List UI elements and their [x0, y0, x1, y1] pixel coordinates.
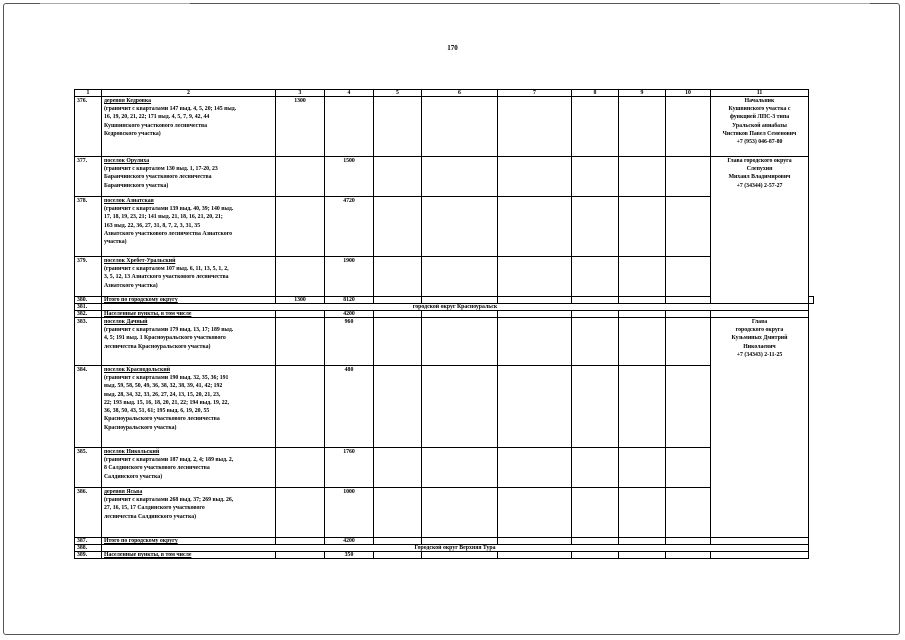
col-header-7: 7 — [498, 90, 572, 97]
empty-cell — [666, 552, 711, 559]
col4-value: 4200 — [325, 311, 374, 318]
total-label-text: Итого по городскому округу — [104, 297, 178, 303]
empty-cell — [498, 157, 572, 197]
table-row — [75, 366, 814, 448]
page-number: 170 — [447, 44, 458, 52]
settlement-cell — [102, 318, 276, 366]
table-row — [75, 257, 814, 297]
settlement-name: поселок Краснодольский — [104, 367, 171, 373]
empty-cell — [374, 297, 422, 304]
settlement-cell — [102, 366, 276, 448]
empty-cell — [809, 297, 814, 304]
empty-cell — [666, 157, 711, 197]
col3-value — [276, 257, 325, 297]
table-row — [75, 538, 814, 545]
col4-value: 4720 — [325, 197, 374, 257]
forest-settlements-table — [74, 89, 814, 559]
contact-line: Слепухин — [746, 166, 773, 173]
row-number: 376. — [75, 97, 102, 157]
empty-cell — [666, 311, 711, 318]
empty-cell — [666, 538, 711, 545]
col3-value — [276, 197, 325, 257]
col4-value: 350 — [325, 552, 374, 559]
empty-cell — [498, 552, 572, 559]
contact-line: Чистяков Павел Семенович — [722, 130, 797, 137]
settlement-cell — [102, 257, 276, 297]
empty-cell — [276, 366, 325, 448]
empty-cell — [572, 197, 619, 257]
empty-cell — [572, 157, 619, 197]
total-label — [102, 538, 276, 545]
col-header-6: 6 — [422, 90, 498, 97]
empty-cell — [619, 318, 666, 366]
row-number: 386. — [75, 488, 102, 538]
subtotal-label — [102, 311, 276, 318]
settlement-cell — [102, 448, 276, 488]
empty-cell — [422, 297, 498, 304]
col4-value: 4200 — [325, 538, 374, 545]
col4-value: 8120 — [325, 297, 374, 304]
row-number: 378. — [75, 197, 102, 257]
col-header-11: 11 — [711, 90, 809, 97]
settlement-cell — [102, 157, 276, 197]
settlement-boundary: (граничит с кварталами 187 выд. 2, 4; 189 выд. 2, 8 Салдинского участкового лесничества Салдинского участка) — [104, 457, 234, 480]
row-number: 379. — [75, 257, 102, 297]
contact-phone: +7 (34343) 2-11-25 — [736, 351, 783, 358]
empty-cell — [498, 197, 572, 257]
empty-cell — [422, 318, 498, 366]
row-number: 384. — [75, 366, 102, 448]
table-row — [75, 318, 814, 366]
row-number: 380. — [75, 297, 102, 304]
empty-cell — [374, 257, 422, 297]
col-header-9: 9 — [619, 90, 666, 97]
col3-value: 1300 — [276, 297, 325, 304]
empty-cell — [374, 538, 422, 545]
empty-cell — [711, 311, 809, 318]
empty-cell — [422, 488, 498, 538]
contact-line: Кузьминых Дмитрий — [731, 335, 788, 342]
settlement-boundary: (граничит с кварталами 147 выд. 4, 5, 20; 145 выд. 16, 19, 20, 21, 22; 171 выд. 4, 5, 7, 9, 42, 44 Кушвинского участкового лесничества Кедровского участка) — [104, 106, 237, 137]
top-edge-line-right — [720, 3, 870, 4]
settlement-cell — [102, 488, 276, 538]
empty-cell — [619, 97, 666, 157]
empty-cell — [572, 297, 619, 304]
contact-line: Уральской авиабазы — [732, 122, 787, 129]
table-row — [75, 157, 814, 197]
empty-cell — [374, 97, 422, 157]
contact-krasnouralsk-head — [711, 318, 809, 538]
settlement-boundary: (граничит с кварталами 190 выд. 32, 35, 36; 191 выд. 59, 58, 50, 49, 36, 38, 32, 38, 39, 41, 42; 192 выд. 28, 34, 32, 33, 26, 27, 24, 13, 15, 20, 21, 23, 22; 193 выд. 15, 16, 18, 20, 21, 22; 194 выд. 19, 22, 36, 38, 50, 43, 51, 61; 195 выд. 6, 19, 20, 55 Красноуральского участкового лесничества Красноуральского участка) — [104, 375, 230, 431]
settlement-name: поселок Азиатская — [104, 198, 154, 204]
settlement-boundary: (граничит с кварталами 268 выд. 37; 269 выд. 26, 27, 16, 15, 17 Салдинского участкового лесничества Салдинского участка) — [104, 497, 234, 520]
col4-value — [325, 97, 374, 157]
settlement-name: деревня Ясьва — [104, 489, 143, 495]
empty-cell — [619, 311, 666, 318]
empty-cell — [619, 197, 666, 257]
col-header-10: 10 — [666, 90, 711, 97]
table-row — [75, 311, 814, 318]
empty-cell — [422, 97, 498, 157]
empty-cell — [276, 552, 325, 559]
row-number: 382. — [75, 311, 102, 318]
empty-cell — [619, 257, 666, 297]
empty-cell — [572, 538, 619, 545]
settlement-boundary: (граничит с кварталом 130 выд. 1, 17-20, 23 Баранчинского участкового лесничества Баранчинского участка) — [104, 166, 218, 189]
contact-line: функцией ЛПС-3 типа — [729, 114, 790, 121]
empty-cell — [422, 257, 498, 297]
empty-cell — [276, 311, 325, 318]
row-number: 387. — [75, 538, 102, 545]
col-header-3: 3 — [276, 90, 325, 97]
subtotal-label-text: Населенные пункты, в том числе — [104, 311, 192, 317]
settlement-name: деревня Кедровка — [104, 98, 152, 104]
empty-cell — [666, 257, 711, 297]
contact-line: Глава городского округа — [727, 158, 792, 164]
col4-value: 1000 — [325, 488, 374, 538]
empty-cell — [422, 448, 498, 488]
empty-cell — [374, 552, 422, 559]
row-number: 383. — [75, 318, 102, 366]
empty-cell — [422, 311, 498, 318]
section-title: Городской округ Верхняя Тура — [102, 545, 809, 552]
contact-line: Николаевич — [743, 343, 776, 350]
row-number: 385. — [75, 448, 102, 488]
empty-cell — [374, 318, 422, 366]
settlement-name: поселок Никольский — [104, 449, 160, 455]
section-title: городской округ Красноуральск — [102, 304, 809, 311]
top-edge-line-left — [40, 3, 190, 4]
empty-cell — [619, 488, 666, 538]
contact-line: городского округа — [735, 327, 784, 334]
empty-cell — [498, 366, 572, 448]
col-header-2: 2 — [102, 90, 276, 97]
empty-cell — [619, 366, 666, 448]
col-header-1: 1 — [75, 90, 102, 97]
settlement-name: поселок Орулиха — [104, 158, 150, 164]
settlement-boundary: (граничит с кварталами 179 выд. 13, 17; 189 выд. 4, 5; 191 выд. 1 Красноуральского участкового лесничества Красноуральского участка) — [104, 327, 234, 350]
empty-cell — [276, 488, 325, 538]
empty-cell — [666, 297, 711, 304]
empty-cell — [619, 297, 666, 304]
table-row — [75, 448, 814, 488]
settlement-boundary: (граничит с кварталом 107 выд. 6, 11, 13, 5, 1, 2, 3, 5, 12, 13 Азиатского участкового лесничества Азиатского участка) — [104, 266, 229, 289]
settlement-name: поселок Дачный — [104, 319, 148, 325]
table-row — [75, 552, 814, 559]
empty-cell — [422, 552, 498, 559]
empty-cell — [572, 257, 619, 297]
row-number: 381. — [75, 304, 102, 311]
empty-cell — [572, 97, 619, 157]
col3-value — [276, 157, 325, 197]
empty-cell — [666, 97, 711, 157]
empty-cell — [374, 157, 422, 197]
empty-cell — [276, 448, 325, 488]
empty-cell — [498, 97, 572, 157]
empty-cell — [666, 448, 711, 488]
empty-cell — [572, 488, 619, 538]
col3-value: 1300 — [276, 97, 325, 157]
empty-cell — [498, 448, 572, 488]
contact-line: Глава — [751, 319, 768, 325]
contact-phone: +7 (34344) 2-57-27 — [736, 182, 783, 189]
empty-cell — [498, 297, 572, 304]
total-label-text: Итого по городскому округу — [104, 538, 178, 544]
empty-cell — [498, 488, 572, 538]
empty-cell — [276, 538, 325, 545]
total-label — [102, 297, 276, 304]
empty-cell — [374, 448, 422, 488]
empty-cell — [276, 318, 325, 366]
subtotal-label — [102, 552, 276, 559]
empty-cell — [422, 157, 498, 197]
empty-cell — [666, 366, 711, 448]
empty-cell — [572, 366, 619, 448]
empty-cell — [498, 538, 572, 545]
empty-cell — [619, 538, 666, 545]
settlement-name: поселок Хребет-Уральский — [104, 258, 176, 264]
contact-line: Начальник — [744, 98, 775, 104]
empty-cell — [711, 552, 809, 559]
empty-cell — [572, 311, 619, 318]
row-number: 389. — [75, 552, 102, 559]
empty-cell — [619, 157, 666, 197]
empty-cell — [619, 552, 666, 559]
row-number: 388. — [75, 545, 102, 552]
contact-line: Кушвинского участка с — [728, 106, 791, 113]
row-number: 377. — [75, 157, 102, 197]
empty-cell — [666, 318, 711, 366]
empty-cell — [374, 488, 422, 538]
empty-cell — [498, 318, 572, 366]
empty-cell — [422, 197, 498, 257]
empty-cell — [422, 538, 498, 545]
table-row — [75, 488, 814, 538]
subtotal-label-text: Населенные пункты, в том числе — [104, 552, 192, 558]
empty-cell — [498, 311, 572, 318]
col-header-8: 8 — [572, 90, 619, 97]
empty-cell — [572, 552, 619, 559]
contact-kushva-station — [711, 97, 809, 157]
empty-cell — [374, 311, 422, 318]
section-row — [75, 304, 814, 311]
table-row — [75, 97, 814, 157]
table-row — [75, 197, 814, 257]
col4-value: 1500 — [325, 157, 374, 197]
contact-line: Михаил Владимирович — [728, 174, 791, 181]
empty-cell — [374, 197, 422, 257]
empty-cell — [422, 366, 498, 448]
contact-kushva-head — [711, 157, 809, 304]
col4-value: 480 — [325, 366, 374, 448]
table-row — [75, 297, 814, 304]
empty-cell — [572, 318, 619, 366]
empty-cell — [572, 448, 619, 488]
empty-cell — [374, 366, 422, 448]
section-row — [75, 545, 814, 552]
col4-value: 1900 — [325, 257, 374, 297]
col4-value: 960 — [325, 318, 374, 366]
empty-cell — [666, 488, 711, 538]
col4-value: 1760 — [325, 448, 374, 488]
col-header-5: 5 — [374, 90, 422, 97]
empty-cell — [711, 538, 809, 545]
col-header-4: 4 — [325, 90, 374, 97]
settlement-cell — [102, 97, 276, 157]
column-number-row — [75, 90, 814, 97]
empty-cell — [498, 257, 572, 297]
settlement-cell — [102, 197, 276, 257]
empty-cell — [619, 448, 666, 488]
contact-phone: +7 (953) 046-87-80 — [736, 139, 783, 146]
settlement-boundary: (граничит с кварталами 139 выд. 40, 39; 140 выд. 17, 18, 19, 23, 21; 141 выд. 21, 18, 16, 21, 20, 21; 163 выд. 22, 36, 27, 31, 8, 7, 2, 3, 31, 35 Азиатского участкового лесничества Азиатского участка) — [104, 206, 234, 246]
empty-cell — [666, 197, 711, 257]
